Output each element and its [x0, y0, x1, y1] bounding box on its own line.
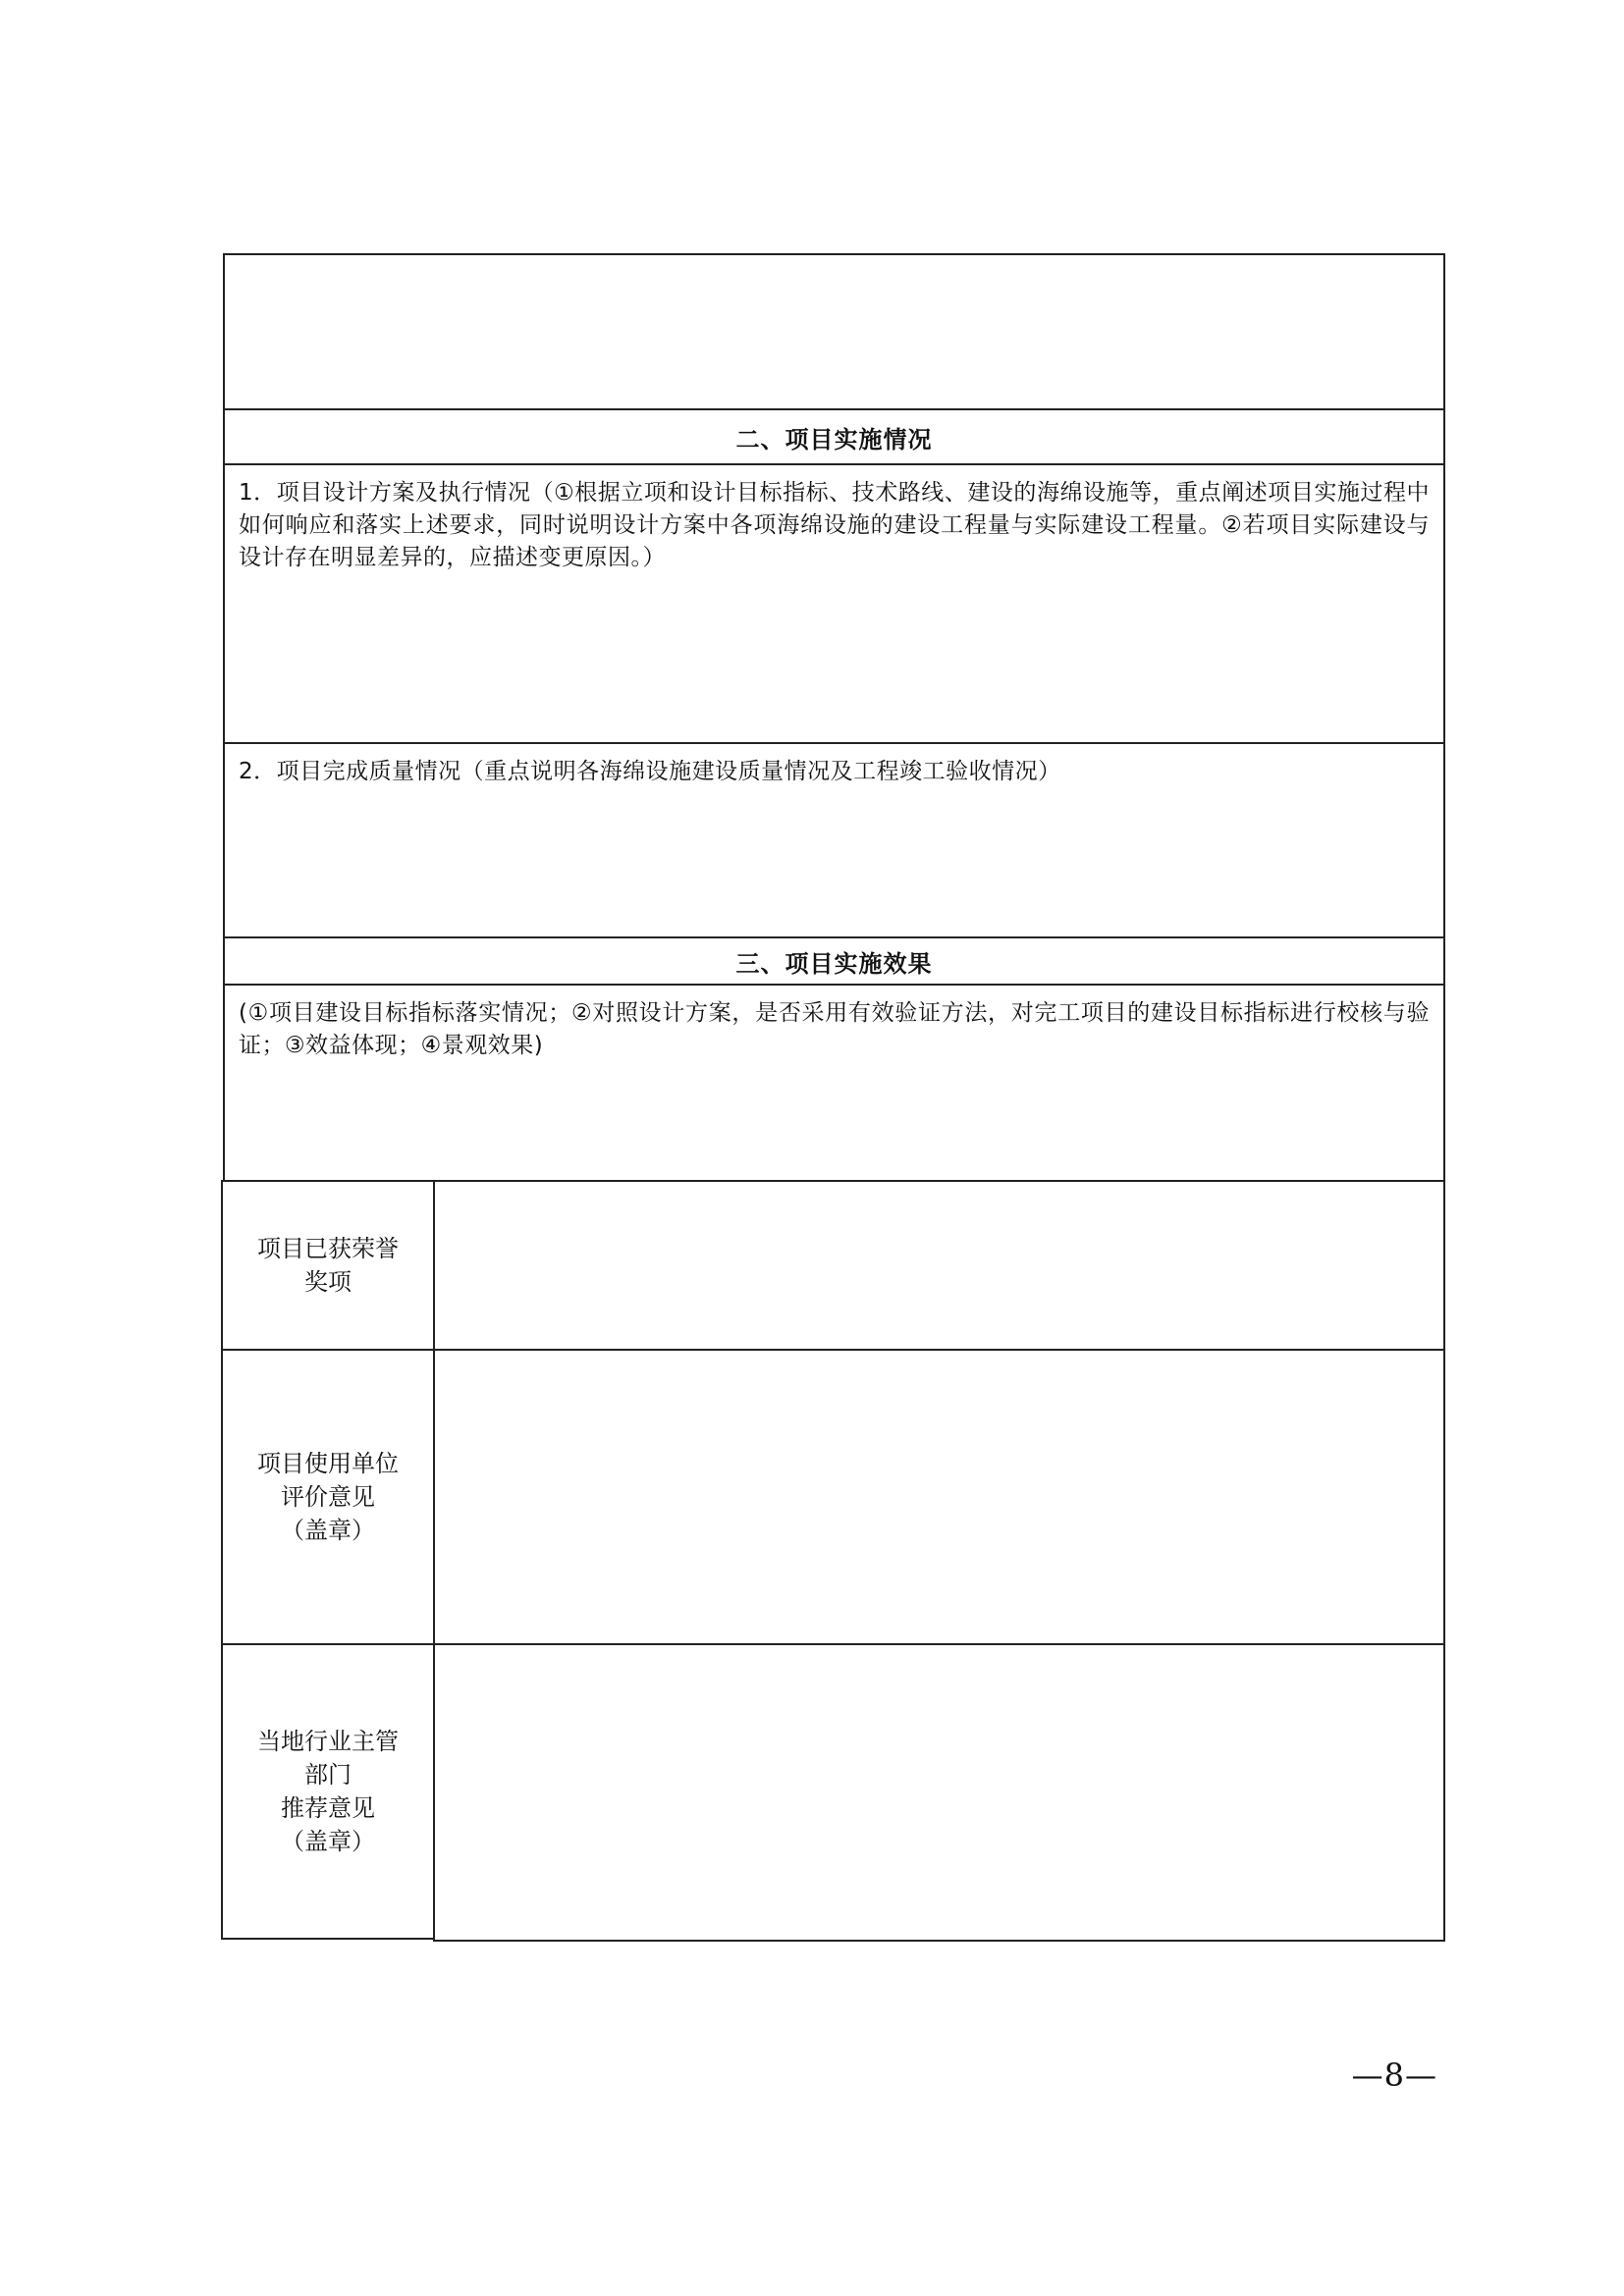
authority-label-line-2: 部门 [304, 1761, 352, 1789]
user-unit-label-line-1: 项目使用单位 [257, 1450, 399, 1477]
section-effect-heading-text: 三、项目实施效果 [735, 949, 933, 978]
application-form-table [221, 253, 1445, 1942]
authority-label-line-3: 推荐意见 [281, 1794, 375, 1822]
honors-label-line-1: 项目已获荣誉 [257, 1235, 399, 1262]
authority-label-line-1: 当地行业主管 [257, 1728, 399, 1755]
continuation-cell [223, 253, 1445, 410]
quality-cell [223, 742, 1445, 938]
user-unit-value-cell[interactable] [433, 1349, 1445, 1645]
honors-value-cell[interactable] [433, 1180, 1445, 1351]
authority-value-cell[interactable] [433, 1643, 1445, 1942]
user-unit-label-cell [221, 1349, 435, 1645]
section-implementation-heading [223, 408, 1445, 465]
design-plan-text: 1．项目设计方案及执行情况（①根据立项和设计目标指标、技术路线、建设的海绵设施等，重点阐述项目实施过程中如何响应和落实上述要求，同时说明设计方案中各项海绵设施的建设工程量与实际建设工程量。②若项目实际建设与设计存在明显差异的，应描述变更原因。） [239, 480, 1430, 570]
user-unit-label-line-3: （盖章） [281, 1517, 375, 1544]
quality-text: 2．项目完成质量情况（重点说明各海绵设施建设质量情况及工程竣工验收情况） [239, 759, 1061, 784]
section-implementation-heading-text: 二、项目实施情况 [735, 425, 933, 454]
honors-label-cell [221, 1180, 435, 1351]
user-unit-label-line-2: 评价意见 [281, 1483, 375, 1511]
page-number: —8— [1351, 2056, 1437, 2094]
section-effect-heading [223, 936, 1445, 986]
effect-cell [223, 984, 1445, 1182]
design-plan-cell [223, 463, 1445, 744]
authority-label-line-4: （盖章） [281, 1828, 375, 1855]
authority-label-cell [221, 1643, 435, 1940]
effect-text: (①项目建设目标指标落实情况；②对照设计方案，是否采用有效验证方法，对完工项目的建设目标指标进行校核与验证；③效益体现；④景观效果) [239, 1000, 1430, 1058]
honors-label-line-2: 奖项 [304, 1268, 352, 1296]
